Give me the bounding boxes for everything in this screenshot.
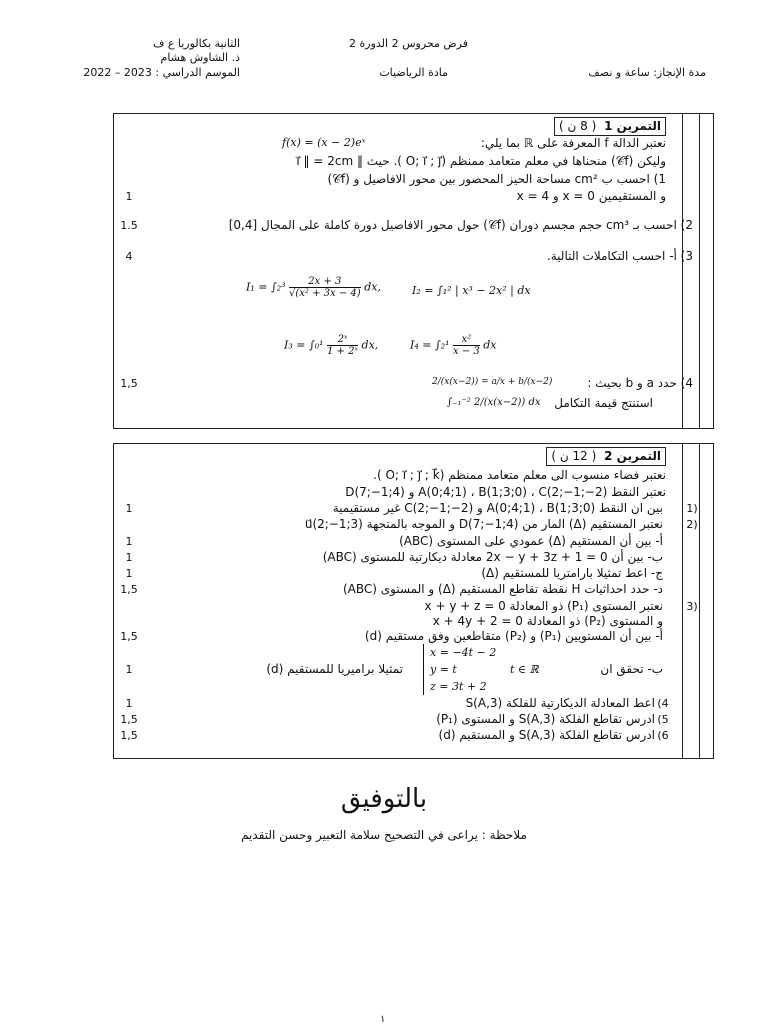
integral-i3-numerator: 2ˣ bbox=[327, 334, 358, 346]
ex2-line-2: بين ان النقط A(0;4;1) ، B(1;3;0) و C(2;−1;−2) غير مستقيمية bbox=[332, 501, 663, 515]
ex2-tail-line-6: ادرس تقاطع الفلكة S(A,3) و المستقيم (d) bbox=[438, 728, 655, 742]
ex2-tail-num-6: (6 bbox=[657, 729, 669, 742]
ex2-tail-line-5: ادرس تقاطع الفلكة S(A,3) و المستوى (P₁) bbox=[436, 712, 655, 726]
integral-i4-denominator: x − 3 bbox=[453, 346, 480, 357]
ex1-mark-q3: 4 bbox=[125, 250, 133, 263]
ex1-line-4: و المستقيمين x = 0 و x = 4 bbox=[516, 189, 666, 203]
ex2-line-4: أ- بين أن المستقيم (Δ) عمودي على المستوى (ABC) bbox=[399, 534, 663, 548]
exercise-2-title-label: التمرين 2 bbox=[604, 449, 661, 463]
integral-i3-lhs: I₃ = ∫₀¹ bbox=[284, 338, 324, 352]
ex1-mark-q1: 1 bbox=[125, 190, 133, 203]
ex2-line-10: أ- بين أن المستويين (P₁) و (P₂) متقاطعين وفق مستقيم (d) bbox=[364, 629, 663, 643]
integral-i4 bbox=[410, 334, 497, 357]
integral-i3-fraction bbox=[327, 334, 358, 357]
ex2-system-param: t ∈ ℝ bbox=[510, 663, 539, 676]
exam-title: فرض محروس 2 الدورة 2 bbox=[349, 37, 468, 50]
footer-note: ملاحظة : يراعى في التصحيح سلامة التعبير وحسن التقديم bbox=[241, 828, 527, 842]
ex1-line-6: 3) أ- احسب التكاملات التالية. bbox=[546, 249, 693, 263]
exercise-2-title bbox=[546, 447, 666, 466]
ex1-line-7: 4) حدد a و b بحيث : bbox=[587, 376, 693, 390]
ex2-mark-2: 1 bbox=[125, 502, 133, 515]
ex2-mark-10: 1,5 bbox=[120, 630, 138, 643]
ex2-num-2: 1) bbox=[686, 502, 698, 515]
ex1-line-5: 2) احسب بـ cm³ حجم مجسم دوران (𝒞f) حول محور الافاصيل دورة كاملة على المجال [0,4] bbox=[228, 218, 693, 232]
integral-i4-fraction bbox=[453, 334, 480, 357]
school-label: الثانية بكالوريا ع ف bbox=[152, 37, 240, 50]
ex2-line-6: ج- اعط تمثيلا بارامتريا للمستقيم (Δ) bbox=[481, 566, 663, 580]
integral-i1-tail: dx, bbox=[364, 280, 381, 294]
ex2-tail-mark-6: 1,5 bbox=[120, 729, 138, 742]
ex1-line-1: نعتبر الدالة f المعرفة على ℝ بما يلي: bbox=[480, 136, 666, 150]
ex2-num-8: 3) bbox=[686, 600, 698, 613]
ex2-line-0: نعتبر فضاء منسوب الى معلم متعامد ممنظم (O; i⃗ ; j⃗ ; k⃗ ). bbox=[373, 468, 666, 482]
ex1-mark-q4: 1,5 bbox=[120, 377, 138, 390]
ex2-system-text: ب- تحقق ان bbox=[600, 662, 663, 676]
ex1-decomposition: 2/(x(x−2)) = a/x + b/(x−2) bbox=[432, 377, 553, 387]
ex2-line-9: و المستوى (P₂) ذو المعادلة x + 4y + 2 = 0 bbox=[432, 614, 663, 628]
integral-i1-lhs: I₁ = ∫₂³ bbox=[246, 280, 286, 294]
ex2-line-3: نعتبر المستقيم (Δ) المار من D(7;−1;4) و الموجه بالمتجهة u⃗(2;−1;3) bbox=[304, 517, 663, 531]
ex2-line-7: د- حدد احداثيات H نقطة تقاطع المستقيم (Δ) و المستوى (ABC) bbox=[342, 582, 663, 596]
exercise-2-points: ( 12 ن ) bbox=[551, 449, 597, 463]
divider-margin-col bbox=[699, 114, 700, 428]
ex2-mark-7: 1,5 bbox=[120, 583, 138, 596]
exercise-1-box bbox=[113, 113, 714, 429]
good-luck-wish: بالتوفيق bbox=[340, 784, 428, 814]
integral-i1-numerator: 2x + 3 bbox=[289, 276, 361, 288]
divider-number-col-2 bbox=[682, 444, 683, 758]
ex2-mark-5: 1 bbox=[125, 551, 133, 564]
ex2-parametric-system bbox=[423, 644, 496, 695]
ex2-tail-line-4: اعط المعادلة الديكارتية للفلكة S(A,3) bbox=[465, 696, 655, 710]
ex2-system-x: x = −4t − 2 bbox=[430, 646, 497, 659]
integral-i1 bbox=[246, 276, 381, 299]
ex1-line-3: 1) احسب ب cm² مساحة الحيز المحصور بين محور الافاصيل و (𝒞f) bbox=[327, 172, 666, 186]
integral-i4-tail: dx bbox=[483, 338, 497, 352]
ex1-line-2: وليكن (𝒞f) منحناها في معلم متعامد ممنظم (O; i⃗ ; j⃗ ). حيث ‖ i⃗ ‖ = 2cm bbox=[296, 154, 666, 168]
integral-i1-fraction bbox=[289, 276, 361, 299]
duration-label: مدة الإنجاز: ساعة و نصف bbox=[588, 66, 706, 79]
integral-i3-denominator: 1 + 2ˣ bbox=[327, 346, 359, 357]
integral-i1-denominator: √(x² + 3x − 4) bbox=[289, 288, 361, 299]
integral-i4-numerator: x² bbox=[453, 334, 480, 346]
ex2-line-8: نعتبر المستوى (P₁) ذو المعادلة x + y + z = 0 bbox=[424, 599, 663, 613]
ex2-line-5: ب- بين أن 2x − y + 3z + 1 = 0 معادلة ديكارتية للمستوى (ABC) bbox=[322, 550, 663, 564]
exercise-1-title bbox=[554, 117, 666, 136]
school-year: الموسم الدراسي : 2023 – 2022 bbox=[83, 66, 240, 79]
ex1-mark-q2: 1.5 bbox=[120, 219, 138, 232]
exercise-1-title-label: التمرين 1 bbox=[604, 119, 661, 133]
ex2-system-tail: تمثيلا براميريا للمستقيم (d) bbox=[266, 662, 403, 676]
ex2-tail-mark-5: 1,5 bbox=[120, 713, 138, 726]
page-number: ١ bbox=[380, 1014, 386, 1025]
teacher-label: ذ. الشاوش هشام bbox=[160, 51, 240, 64]
ex2-tail-num-4: (4 bbox=[657, 697, 669, 710]
integral-i2: I₂ = ∫₁² | x³ − 2x² | dx bbox=[412, 284, 531, 297]
ex1-function-def: f(x) = (x − 2)eˣ bbox=[282, 136, 366, 149]
ex2-tail-num-5: (5 bbox=[657, 713, 669, 726]
ex2-mark-4: 1 bbox=[125, 535, 133, 548]
ex2-num-3: 2) bbox=[686, 518, 698, 531]
ex1-line-8: استنتج قيمة التكامل bbox=[554, 396, 653, 410]
subject-label: مادة الرياضيات bbox=[379, 66, 448, 79]
integral-i3-tail: dx, bbox=[361, 338, 379, 352]
ex2-tail-mark-4: 1 bbox=[125, 697, 133, 710]
ex2-system-y: y = t bbox=[430, 663, 457, 676]
ex1-integral-result: ∫₋₁⁻² 2/(x(x−2)) dx bbox=[447, 397, 541, 408]
exercise-2-box bbox=[113, 443, 714, 759]
ex2-system-z: z = 3t + 2 bbox=[430, 680, 487, 693]
ex2-line-1: نعتبر النقط A(0;4;1) ، B(1;3;0) ، C(2;−1;−2) و D(7;−1;4) bbox=[345, 485, 666, 499]
ex2-mark-system: 1 bbox=[125, 663, 133, 676]
exercise-1-points: ( 8 ن ) bbox=[559, 119, 597, 133]
ex2-mark-6: 1 bbox=[125, 567, 133, 580]
integral-i3 bbox=[284, 334, 378, 357]
integral-i4-lhs: I₄ = ∫₂¹ bbox=[410, 338, 450, 352]
